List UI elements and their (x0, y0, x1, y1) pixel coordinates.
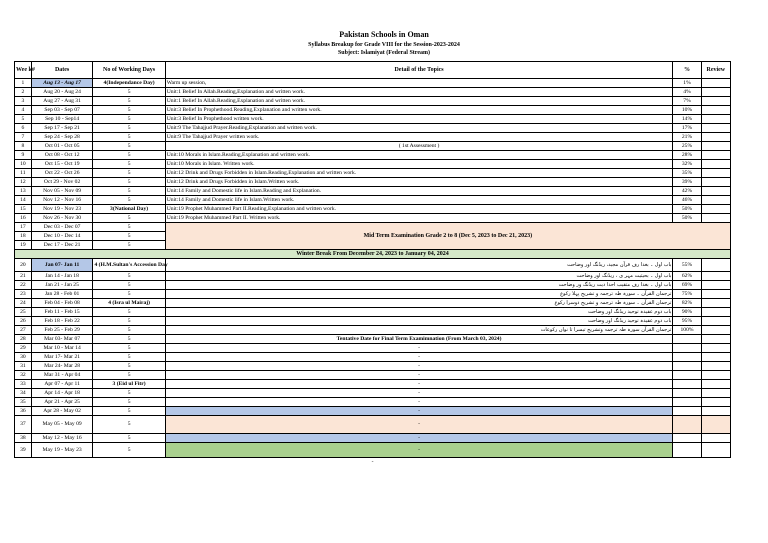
footer-cell: - (371, 458, 374, 465)
week-number: 15 (15, 205, 32, 214)
header-detail: Detail of the Topics (165, 62, 673, 79)
table-row (15, 97, 731, 106)
working-days: 5 (93, 407, 165, 416)
table-row (15, 299, 731, 308)
table-row (15, 371, 731, 380)
week-dates: Jan 28 - Feb 01 (31, 290, 93, 299)
topic-detail: ترجمان القرآن ۔ سورہ طہ ترجمہ و تشریح دوسرا رکوع (165, 299, 673, 308)
percent-value: 82% (673, 299, 701, 308)
percent-value: 7% (673, 97, 701, 106)
working-days: 5 (93, 353, 165, 362)
table-row (15, 205, 731, 214)
percent-value: 39% (673, 178, 701, 187)
week-dates: May 19 - May 23 (31, 443, 93, 458)
week-number: 16 (15, 214, 32, 223)
review-cell (701, 133, 730, 142)
working-days: 5 (93, 97, 165, 106)
topic-detail: Unit:3 Belief In Prophethood.Reading,Explanation and written work. (165, 106, 673, 115)
review-cell (701, 160, 730, 169)
table-row (15, 353, 731, 362)
percent-value: 55% (673, 259, 701, 272)
topic-detail: Unit:10 Morals in Islam.Reading,Explanation and written work. (165, 151, 673, 160)
working-days: 5 (93, 416, 165, 434)
percent-value: 10% (673, 106, 701, 115)
table-row (15, 160, 731, 169)
final-exam-banner: Tentative Date for Final Term Examimnation (From March 03, 2024) (165, 335, 673, 344)
percent-value: 14% (673, 115, 701, 124)
topic-detail: - (165, 416, 673, 434)
percent-value (673, 353, 701, 362)
topic-detail: - (165, 389, 673, 398)
table-row (15, 214, 731, 223)
percent-value: 1% (673, 79, 701, 88)
percent-value: 28% (673, 151, 701, 160)
topic-detail: Unit:12 Drink and Drugs Forbidden in Islam.Written work. (165, 178, 673, 187)
working-days: 5 (93, 398, 165, 407)
week-dates: Nov 12 - Nov 16 (31, 196, 93, 205)
week-dates: Sep 10 - Sep14 (31, 115, 93, 124)
table-row (15, 124, 731, 133)
working-days: 5 (93, 178, 165, 187)
week-dates: Sep 03 - Sep 07 (31, 106, 93, 115)
week-number: 35 (15, 398, 32, 407)
review-cell (701, 371, 730, 380)
review-cell (701, 151, 730, 160)
percent-value (673, 380, 701, 389)
review-cell (701, 196, 730, 205)
topic-detail: Unit:10 Morals in Islam. Written work. (165, 160, 673, 169)
topic-detail: - (165, 434, 673, 443)
week-dates: Mar 03- Mar 07 (31, 335, 93, 344)
table-row (15, 290, 731, 299)
review-cell (701, 259, 730, 272)
week-dates: Mar 10 - Mar 14 (31, 344, 93, 353)
midterm-banner: Mid Term Examination Grade 2 to 8 (Dec 5, 2023 to Dec 21, 2023) (165, 223, 730, 250)
week-number: 3 (15, 97, 32, 106)
review-cell (701, 142, 730, 151)
topic-detail: - (165, 443, 673, 458)
table-row (15, 389, 731, 398)
week-number: 17 (15, 223, 32, 232)
percent-value: 42% (673, 187, 701, 196)
table-header-row (15, 62, 731, 79)
topic-detail: باب دوم عقیدہ توحید ریڈنگ اور وضاحت (165, 317, 673, 326)
topic-detail: Unit:3 Belief In Prophethood written work. (165, 115, 673, 124)
week-number: 30 (15, 353, 32, 362)
week-number: 1 (15, 79, 32, 88)
week-number: 31 (15, 362, 32, 371)
table-row (15, 133, 731, 142)
working-days: 5 (93, 223, 165, 232)
working-days: 5 (93, 326, 165, 335)
page-title: Pakistan Schools in Oman (339, 30, 429, 39)
review-cell (701, 79, 730, 88)
table-row (15, 169, 731, 178)
working-days: 5 (93, 272, 165, 281)
week-dates: Aug 13 - Aug 17 (31, 79, 93, 88)
review-cell (701, 106, 730, 115)
review-cell (701, 124, 730, 133)
percent-value (673, 389, 701, 398)
working-days: 5 (93, 241, 165, 250)
working-days: 5 (93, 434, 165, 443)
working-days: 4 (H.M.Sultan's Accession Day (93, 259, 165, 272)
week-number: 12 (15, 178, 32, 187)
table-row (15, 407, 731, 416)
percent-value: 21% (673, 133, 701, 142)
percent-value: 50% (673, 214, 701, 223)
week-number: 11 (15, 169, 32, 178)
topic-detail: - (165, 362, 673, 371)
week-dates: Oct 29 - Nov 02 (31, 178, 93, 187)
week-dates: Apr 14 - Apr 18 (31, 389, 93, 398)
week-dates: Sep 24 - Sep 28 (31, 133, 93, 142)
week-dates: Mar 24- Mar 28 (31, 362, 93, 371)
week-dates: Feb 18 - Feb 22 (31, 317, 93, 326)
working-days: 5 (93, 308, 165, 317)
percent-value: 4% (673, 88, 701, 97)
review-cell (701, 317, 730, 326)
week-dates: Dec 17 - Dec 21 (31, 241, 93, 250)
week-dates: Sep 17 - Sep 21 (31, 124, 93, 133)
working-days: 4(Independance Day) (93, 79, 165, 88)
review-cell (701, 281, 730, 290)
percent-value: 62% (673, 272, 701, 281)
topic-detail: Unit:9 The Tahajjud Prayer written work. (165, 133, 673, 142)
review-cell (701, 344, 730, 353)
week-number: 13 (15, 187, 32, 196)
working-days: 5 (93, 232, 165, 241)
review-cell (701, 389, 730, 398)
working-days: 5 (93, 344, 165, 353)
week-dates: Oct 01 - Oct 05 (31, 142, 93, 151)
percent-value (673, 362, 701, 371)
week-dates: Feb 11 - Feb 15 (31, 308, 93, 317)
working-days: 5 (93, 115, 165, 124)
week-number: 18 (15, 232, 32, 241)
week-number: 25 (15, 308, 32, 317)
week-number: 23 (15, 290, 32, 299)
working-days: 5 (93, 160, 165, 169)
working-days: 5 (93, 389, 165, 398)
topic-detail: - (165, 371, 673, 380)
table-row (15, 106, 731, 115)
week-dates: Mar 17- Mar 21 (31, 353, 93, 362)
topic-detail: Unit:19 Prophet Muhammed Part II. Written work. (165, 214, 673, 223)
week-number: 29 (15, 344, 32, 353)
table-row (15, 317, 731, 326)
week-number: 2 (15, 88, 32, 97)
week-number: 21 (15, 272, 32, 281)
review-cell (701, 115, 730, 124)
week-dates: Mar 31 - Apr 04 (31, 371, 93, 380)
percent-value (673, 335, 701, 344)
topic-detail: باب اول ۔ بحیثیت مہر ی ، ریڈنگ اور وضاحت (165, 272, 673, 281)
topic-detail: Unit:9 The Tahajjud Prayer.Reading,Explanation and written work. (165, 124, 673, 133)
table-row (15, 79, 731, 88)
working-days: 5 (93, 133, 165, 142)
review-cell (701, 443, 730, 458)
week-dates: Aug 20 - Aug 24 (31, 88, 93, 97)
header-dates: Dates (31, 62, 93, 79)
header-percent: % (673, 62, 701, 79)
week-number: 37 (15, 416, 32, 434)
week-number: 5 (15, 115, 32, 124)
topic-detail: Unit:19 Prophet Muhammed Part II.Reading,Explanation and written work. (165, 205, 673, 214)
percent-value (673, 434, 701, 443)
week-dates: Dec 03 - Dec 07 (31, 223, 93, 232)
topic-detail: - (165, 353, 673, 362)
week-dates: Apr 21 - Apr 25 (31, 398, 93, 407)
topic-detail: Unit:1 Belief In Allah.Reading,Explanation and written work. (165, 97, 673, 106)
percent-value: 35% (673, 169, 701, 178)
table-row (15, 88, 731, 97)
week-dates: Oct 22 - Oct 26 (31, 169, 93, 178)
review-cell (701, 353, 730, 362)
winter-break-row (15, 250, 731, 259)
table-row (15, 151, 731, 160)
week-number: 36 (15, 407, 32, 416)
working-days: 5 (93, 142, 165, 151)
winter-break-banner: Winter Break From December 24, 2023 to January 04, 2024 (15, 250, 731, 259)
percent-value (673, 443, 701, 458)
topic-detail: باب دوم عقیدہ توحید ریڈنگ اور وضاحت (165, 308, 673, 317)
table-row (15, 362, 731, 371)
review-cell (701, 187, 730, 196)
review-cell (701, 88, 730, 97)
topic-detail: - (165, 344, 673, 353)
week-dates: Feb 04 - Feb 08 (31, 299, 93, 308)
week-number: 22 (15, 281, 32, 290)
working-days: 5 (93, 196, 165, 205)
topic-detail: ( 1st Assessment ) (165, 142, 673, 151)
week-dates: Nov 26 - Nov 30 (31, 214, 93, 223)
week-dates: Oct 08 - Oct 12 (31, 151, 93, 160)
week-number: 8 (15, 142, 32, 151)
review-cell (701, 362, 730, 371)
week-number: 34 (15, 389, 32, 398)
topic-detail: باب اول ۔ بغدا رف قرآن مجید، ریڈنگ اور وضاحت (165, 259, 673, 272)
review-cell (701, 214, 730, 223)
review-cell (701, 299, 730, 308)
working-days: 3(National Day) (93, 205, 165, 214)
percent-value: 46% (673, 196, 701, 205)
week-dates: Aug 27 - Aug 31 (31, 97, 93, 106)
week-number: 7 (15, 133, 32, 142)
week-number: 24 (15, 299, 32, 308)
week-dates: Jan 21 - Jan 25 (31, 281, 93, 290)
topic-detail: - (165, 398, 673, 407)
topic-detail: Unit:14 Family and Domestic life in Islam.Written work. (165, 196, 673, 205)
topic-detail: Warm up session, (165, 79, 673, 88)
table-row (15, 142, 731, 151)
percent-value: 95% (673, 317, 701, 326)
percent-value (673, 407, 701, 416)
working-days: 5 (93, 106, 165, 115)
review-cell (701, 205, 730, 214)
topic-detail: - (165, 407, 673, 416)
table-row (15, 259, 731, 272)
footer-row (15, 458, 731, 467)
percent-value: 50% (673, 205, 701, 214)
table-row (15, 344, 731, 353)
table-row (15, 223, 731, 232)
working-days: 5 (93, 187, 165, 196)
percent-value (673, 344, 701, 353)
topic-detail: ترجمان القرآن سورہ طہ ترجمہ وتشریح تیسرا تا نواں رکوعات (165, 326, 673, 335)
working-days: 5 (93, 124, 165, 133)
review-cell (701, 169, 730, 178)
table-row (15, 416, 731, 434)
review-cell (701, 178, 730, 187)
working-days: 5 (93, 290, 165, 299)
week-number: 32 (15, 371, 32, 380)
table-row (15, 178, 731, 187)
table-row (15, 187, 731, 196)
week-number: 6 (15, 124, 32, 133)
week-dates: May 12 - May 16 (31, 434, 93, 443)
week-number: 33 (15, 380, 32, 389)
review-cell (701, 380, 730, 389)
week-dates: Oct 15 - Oct 19 (31, 160, 93, 169)
table-row (15, 326, 731, 335)
week-number: 27 (15, 326, 32, 335)
week-number: 39 (15, 443, 32, 458)
working-days: 5 (93, 371, 165, 380)
table-row (15, 380, 731, 389)
week-number: 19 (15, 241, 32, 250)
working-days: 5 (93, 88, 165, 97)
week-dates: Jan 14 - Jan 18 (31, 272, 93, 281)
week-dates: Jan 07- Jan 11 (31, 259, 93, 272)
table-row (15, 196, 731, 205)
table-row (15, 115, 731, 124)
percent-value: 69% (673, 281, 701, 290)
table-row (15, 335, 731, 344)
header-week: Wee k# (15, 62, 32, 79)
week-dates: Nov 05 - Nov 09 (31, 187, 93, 196)
working-days: 5 (93, 281, 165, 290)
review-cell (701, 398, 730, 407)
table-row (15, 272, 731, 281)
table-row (15, 308, 731, 317)
review-cell (701, 335, 730, 344)
percent-value (673, 416, 701, 434)
week-number: 38 (15, 434, 32, 443)
working-days: 5 (93, 151, 165, 160)
review-cell (701, 97, 730, 106)
review-cell (701, 290, 730, 299)
week-number: 28 (15, 335, 32, 344)
review-cell (701, 308, 730, 317)
table-row (15, 443, 731, 458)
working-days: 5 (93, 317, 165, 326)
header-review: Review (701, 62, 730, 79)
review-cell (701, 434, 730, 443)
review-cell (701, 326, 730, 335)
table-row (15, 398, 731, 407)
percent-value: 100% (673, 326, 701, 335)
topic-detail: باب اول ۔ بغدا رف متقیب احدا دیت ریڈنگ ور وضاحت (165, 281, 673, 290)
week-dates: Dec 10 - Dec 14 (31, 232, 93, 241)
table-row (15, 434, 731, 443)
topic-detail: Unit:1 Belief In Allah.Reading,Explanation and written work. (165, 88, 673, 97)
week-number: 4 (15, 106, 32, 115)
working-days: 3 (Eid ul Fitr) (93, 380, 165, 389)
working-days: 5 (93, 362, 165, 371)
working-days: 4 (Isra ul Mairaj) (93, 299, 165, 308)
page-subtitle: Syllabus Breakup for Grade VIII for the Session-2023-2024 (308, 42, 460, 48)
topic-detail: - (165, 380, 673, 389)
week-number: 14 (15, 196, 32, 205)
week-number: 20 (15, 259, 32, 272)
review-cell (701, 407, 730, 416)
working-days: 5 (93, 335, 165, 344)
week-dates: Apr 07 - Apr 11 (31, 380, 93, 389)
subject-line: Subject: Islamiyat (Federal Stream) (337, 50, 431, 56)
working-days: 5 (93, 443, 165, 458)
percent-value (673, 371, 701, 380)
topic-detail: Unit:12 Drink and Drugs Forbidden in Islam.Reading,Explanation and written work. (165, 169, 673, 178)
week-number: 9 (15, 151, 32, 160)
table-row (15, 281, 731, 290)
percent-value: 17% (673, 124, 701, 133)
percent-value: 90% (673, 308, 701, 317)
review-cell (701, 272, 730, 281)
review-cell (701, 416, 730, 434)
working-days: 5 (93, 169, 165, 178)
week-dates: Feb 25 - Feb 29 (31, 326, 93, 335)
week-dates: May 05 - May 09 (31, 416, 93, 434)
week-number: 26 (15, 317, 32, 326)
percent-value (673, 398, 701, 407)
percent-value: 75% (673, 290, 701, 299)
week-dates: Apr 28 - May 02 (31, 407, 93, 416)
header-working-days: No of Working Days (93, 62, 165, 79)
percent-value: 32% (673, 160, 701, 169)
syllabus-table (14, 61, 731, 466)
week-dates: Nov 19 - Nov 23 (31, 205, 93, 214)
percent-value: 25% (673, 142, 701, 151)
topic-detail: ترجمان القرآن ۔ سورہ طہ ترجمہ و تشریح پہلا رکوع (165, 290, 673, 299)
week-number: 10 (15, 160, 32, 169)
working-days: 5 (93, 214, 165, 223)
topic-detail: Unit:14 Family and Domestic life in Islam.Reading and Explanation. (165, 187, 673, 196)
